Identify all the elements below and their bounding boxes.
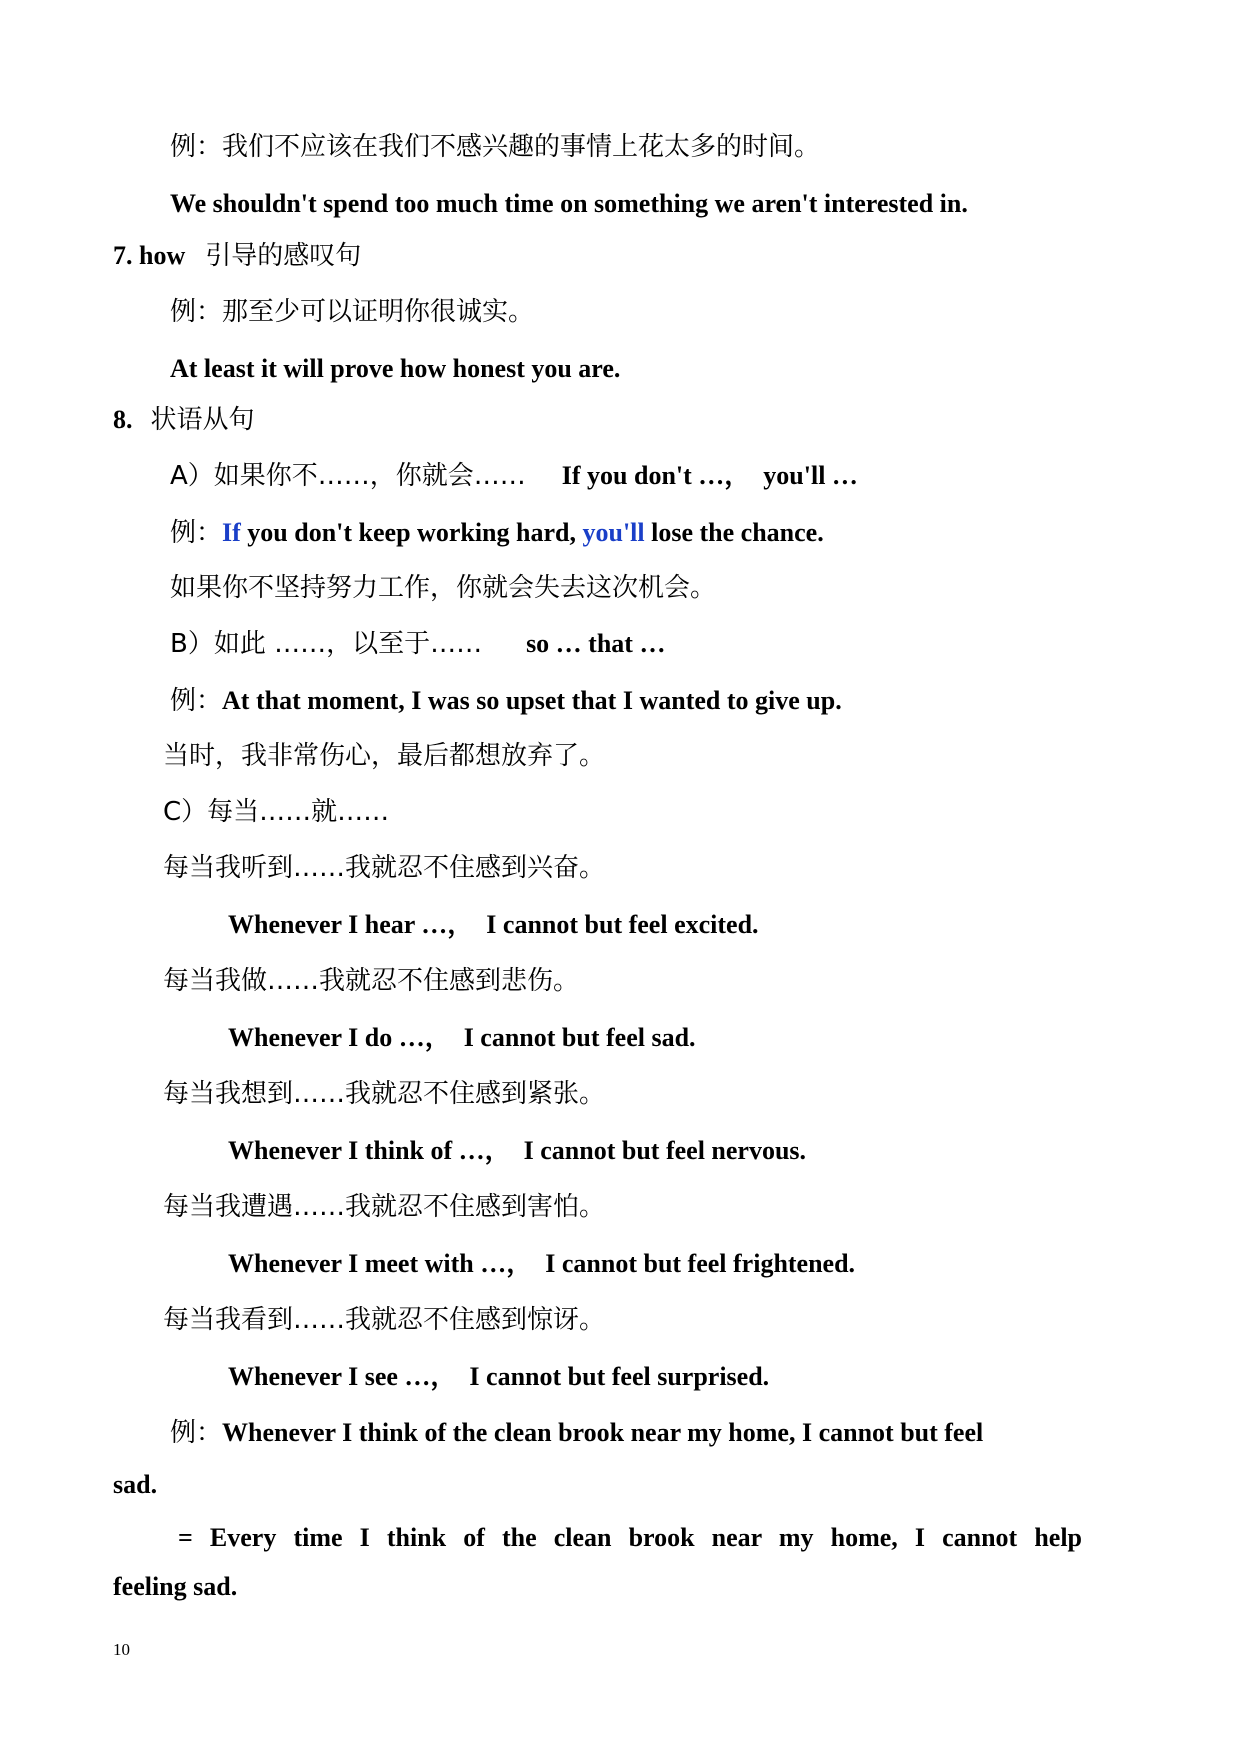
- whenever-1-english: Whenever I hear …， I cannot but feel excited.: [228, 910, 759, 939]
- pattern-a-translation: 如果你不坚持努力工作，你就会失去这次机会。: [170, 573, 717, 603]
- pattern-a-label: A）如果你不……，你就会……: [170, 461, 526, 491]
- pattern-b: [170, 628, 665, 660]
- pattern-b-example-prefix: 例：: [170, 686, 223, 716]
- whenever-2-english: Whenever I do …， I cannot but feel sad.: [228, 1023, 696, 1052]
- pattern-c-alternative-line1: = Every time I think of the clean brook near my home, I cannot help: [178, 1523, 1082, 1552]
- whenever-2-chinese: 每当我做……我就忍不住感到悲伤。: [163, 966, 580, 996]
- whenever-1-chinese: 每当我听到……我就忍不住感到兴奋。: [163, 853, 606, 883]
- pattern-a-example-prefix: 例：: [170, 518, 223, 548]
- pattern-a-example-end: lose the chance.: [644, 518, 824, 547]
- example-1-english: We shouldn't spend too much time on something we aren't interested in.: [170, 189, 968, 218]
- pattern-a-english: If you don't …， you'll …: [561, 461, 858, 490]
- highlight-if: If: [222, 518, 241, 547]
- pattern-c-example-line1: Whenever I think of the clean brook near my home, I cannot but feel: [222, 1418, 984, 1447]
- example-2-chinese: 例：那至少可以证明你很诚实。: [170, 297, 535, 327]
- example-1-chinese: 例：我们不应该在我们不感兴趣的事情上花太多的时间。: [170, 132, 821, 162]
- whenever-3-chinese: 每当我想到……我就忍不住感到紧张。: [163, 1079, 606, 1109]
- highlight-youll: you'll: [582, 518, 645, 547]
- section-8-heading: [113, 404, 254, 436]
- pattern-b-english: so … that …: [526, 629, 666, 658]
- section-8-number: 8.: [113, 405, 133, 434]
- section-8-title: 状语从句: [150, 405, 255, 435]
- pattern-b-example-english: At that moment, I was so upset that I wanted to give up.: [222, 686, 842, 715]
- pattern-b-translation: 当时，我非常伤心，最后都想放弃了。: [163, 741, 606, 771]
- pattern-c-label: C）每当……就……: [163, 797, 390, 827]
- whenever-5-chinese: 每当我看到……我就忍不住感到惊讶。: [163, 1305, 606, 1335]
- pattern-b-example: [170, 685, 842, 717]
- whenever-4-chinese: 每当我遭遇……我就忍不住感到害怕。: [163, 1192, 606, 1222]
- whenever-5-english: Whenever I see …， I cannot but feel surprised.: [228, 1362, 770, 1391]
- whenever-4-english: Whenever I meet with …， I cannot but feel frightened.: [228, 1249, 856, 1278]
- section-7-number: 7. how: [113, 241, 186, 270]
- section-7-title: 引导的感叹句: [205, 241, 362, 271]
- pattern-c-example: [170, 1417, 1082, 1449]
- pattern-b-label: B）如此 ……，以至于……: [170, 629, 483, 659]
- page-number: 10: [113, 1640, 130, 1659]
- section-7-heading: [113, 240, 361, 272]
- pattern-c-example-line2: sad.: [113, 1470, 158, 1499]
- pattern-c-example-prefix: 例：: [170, 1418, 223, 1448]
- pattern-a-example-middle: you don't keep working hard,: [240, 518, 583, 547]
- pattern-c-alternative-line2: feeling sad.: [113, 1572, 238, 1601]
- example-2-english: At least it will prove how honest you are.: [170, 354, 621, 383]
- pattern-a-example: [170, 517, 824, 549]
- whenever-3-english: Whenever I think of …， I cannot but feel nervous.: [228, 1136, 807, 1165]
- pattern-a: [170, 460, 858, 492]
